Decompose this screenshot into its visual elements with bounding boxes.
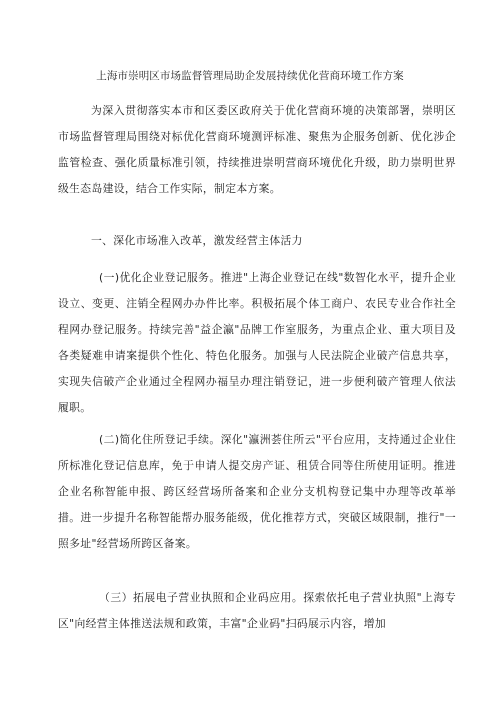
section-heading-1: 一、深化市场准入改革，激发经营主体活力 [91, 234, 303, 247]
paragraph-item-3: （三）拓展电子营业执照和企业码应用。探索依托电子营业执照"上海专区"向经营主体推送法规和政策，丰富"企业码"扫码展示内容，增加 [58, 591, 456, 630]
document-title: 上海市崇明区市场监督管理局助企发展持续优化营商环境工作方案 [96, 70, 404, 82]
paragraph-item-1: (一)优化企业登记服务。推进"上海企业登记在线"数智化水平，提升企业设立、变更、注销全程网办办件比率。积极拓展个体工商户、农民专业合作社全程网办登记服务。持续完善"益企瀛"品牌工作室服务，为重点企业、重大项目及各类疑难申请案提供个性化、特色化服务。加强与人民法院企业破产信息共享，实现失信破产企业通过全程网办福呈办理注销登记，进一步便利破产管理人依法履职。 [58, 271, 456, 414]
intro-paragraph: 为深入贯彻落实本市和区委区政府关于优化营商环境的决策部署，崇明区市场监督管理局围绕对标优化营商环境测评标准、聚焦为企服务创新、优化涉企监管检查、强化质量标准引领，持续推进崇明营商环境优化升级，助力崇明世界级生态岛建设，结合工作实际，制定本方案。 [58, 104, 456, 195]
paragraph-item-2: (二)简化住所登记手续。深化"瀛洲荟住所云"平台应用，支持通过企业住所标准化登记信息库，免于申请人提交房产证、租赁合同等住所使用证明。推进企业名称智能申报、跨区经营场所备案和企业分支机构登记集中办理等改革举措。进一步提升名称智能帮办服务能级，优化推荐方式，突破区域限制，推行"一照多址"经营场所跨区备案。 [58, 433, 456, 550]
